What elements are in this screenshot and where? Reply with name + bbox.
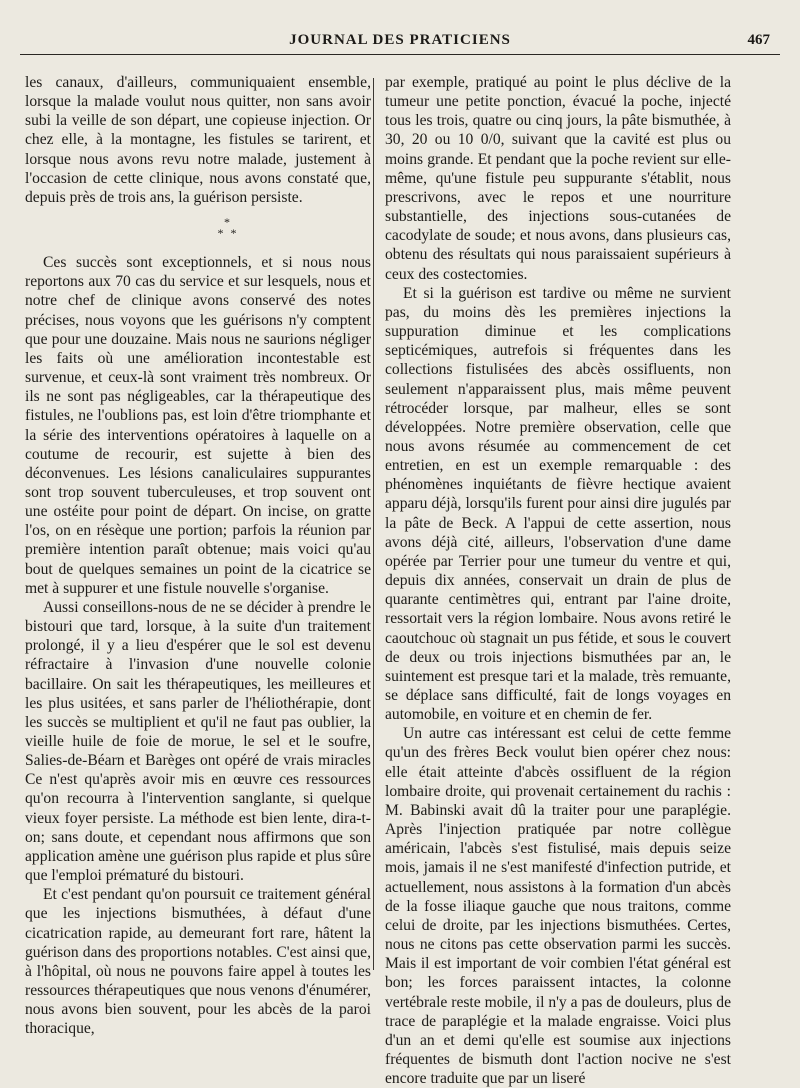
left-paragraph-3: Aussi conseillons-nous de ne se décider à prendre le bistouri que tard, lorsque, à la suite d'un traitement prolongé, il y a lieu d'espérer que le sol est devenu réfractaire à l'invasion d'une nouvelle colonie bacillaire. On sait les thérapeutiques, les meilleures et les plus usitées, et sans parler de l'héliothérapie, dont les succès se multiplient et qu'il ne faut pas oublier, la vieille huile de foie de morue, le sel et le soufre, Salies-de-Béarn et Barèges ont opéré de vrais miracles Ce n'est qu'après avoir mis en œuvre ces ressources qu'on recourra à l'intervention sanglante, si quelque vieux foyer persiste. La méthode est bien lente, dira-t-on; sans doute, et cependant nous affirmons que son application amène une guérison plus rapide et plus sûre que l'emploi prématuré du bistouri. <box>25 598 371 885</box>
page-number: 467 <box>747 32 770 48</box>
asterism-separator <box>85 217 371 239</box>
right-paragraph-1: par exemple, pratiqué au point le plus déclive de la tumeur une petite ponction, évacué la poche, injecté tous les trois, quatre ou cinq jours, la pâte bismuthée, à 30, 20 ou 10 0/0, suivant que la cavité est plus ou moins grande. Et pendant que la poche revient sur elle-même, qu'une fistule peu suppurante s'établit, nous prescrivons, avec le repos et une nourriture substantielle, des injections sous-cutanées de cacodylate de soude; et nous avons, dans plusieurs cas, obtenu des résultats qui nous paraissaient supérieurs à ceux des costectomies. <box>385 74 731 283</box>
journal-title: JOURNAL DES PRATICIENS <box>289 32 511 48</box>
asterism-bottom: * * <box>217 226 239 241</box>
right-column <box>385 73 731 1088</box>
left-paragraph-2: Ces succès sont exceptionnels, et si nous nous reportons aux 70 cas du service et sur lesquels, nous et notre chef de clinique avons conservé des notes précises, nous voyons que les guérisons n'y comptent que pour une douzaine. Mais nous ne saurions négliger les faits où une amélioration incontestable est survenue, et ceux-là sont vraiment très nombreux. Or ils ne sont pas négligeables, car la thérapeutique des fistules, ne l'oublions pas, est loin d'être triomphante et la série des interventions opératoires à laquelle on a coutume de recourir, est sujette à bien des déconvenues. Les lésions canaliculaires suppurantes sont trop souvent tuberculeuses, et trop souvent ont une ostéite pour point de départ. On incise, on gratte l'os, on en résèque une portion; parfois la réunion par première intention paraît obtenue; mais voici qu'au bout de quelques semaines un point de la cicatrice se met à suppurer et une fistule nouvelle s'organise. <box>25 254 371 597</box>
left-column <box>25 73 371 1039</box>
left-paragraph-1: les canaux, d'ailleurs, communiquaient ensemble, lorsque la malade voulut nous quitter, non sans avoir subi la veille de son départ, une copieuse injection. Or chez elle, à la montagne, les fistules se tarirent, et lorsque nous avons revu notre malade, justement à l'occasion de cette clinique, nous avons constaté que, depuis près de trois ans, la guérison persiste. <box>25 74 371 206</box>
running-head <box>20 32 780 55</box>
right-paragraph-2: Et si la guérison est tardive ou même ne survient pas, du moins dès les premières injections la suppuration diminue et les complications septicémiques, autrefois si fréquentes dans les collections fistulisées des abcès ossifluents, non seulement n'apparaissent plus, mais même peuvent rétrocéder lorsque, par malheur, elles se sont développées. Notre première observation, celle que nous avons résumée au commencement de cet entretien, en est un exemple remarquable : des phénomènes inquiétants de fièvre hectique avaient apparu déjà, lorsqu'ils furent pour ainsi dire jugulés par la pâte de Beck. A l'appui de cette assertion, nous avons déjà cité, ailleurs, l'observation d'une dame opérée par Terrier pour une tumeur du ventre et qui, depuis dix années, conservait un drain de plus de quarante centimètres qui, entrant par l'aine droite, ressortait vers la région lombaire. Nous avons retiré le caoutchouc où stagnait un pus fétide, et sous le couvert de deux ou trois injections bismuthées par an, le suintement est presque tari et la malade, très remuante, se déplace sans difficulté, fait de longs voyages en automobile, en voiture et en chemin de fer. <box>385 284 731 724</box>
column-divider <box>373 78 374 970</box>
right-paragraph-3: Un autre cas intéressant est celui de cette femme qu'un des frères Beck voulut bien opérer chez nous: elle était atteinte d'abcès ossifluent de la région lombaire droite, qui provenait certainement du rachis : M. Babinski avait dû la traiter pour une paraplégie. Après l'injection pratiquée par notre collègue américain, l'abcès s'est fistulisé, mais depuis seize mois, jamais il ne s'est manifesté d'infection putride, et actuellement, nous assistons à la formation d'un abcès de la fosse iliaque gauche que nous traitons, comme celui de droite, par les injections bismuthées. Certes, nous ne citons pas cette observation parmi les succès. Mais il est important de voir combien l'état général est bon; les forces paraissent intactes, la colonne vertébrale reste mobile, il n'y a pas de douleurs, plus de trace de paraplégie et la malade engraisse. Voici plus d'un an et demi qu'elle est soumise aux injections fréquentes de bismuth dont l'action nocive ne s'est encore traduite que par un liseré <box>385 725 731 1088</box>
left-paragraph-4: Et c'est pendant qu'on poursuit ce traitement général que les injections bismuthées, à défaut d'une cicatrication rapide, au demeurant fort rare, hâtent la guérison dans des proportions notables. C'est ainsi que, à l'hôpital, où nous ne pouvons faire appel à toutes les ressources thérapeutiques que nous venons d'énumérer, nous avons bien souvent, pour les abcès de la paroi thoracique, <box>25 886 371 1038</box>
asterism-top: * <box>224 215 232 230</box>
